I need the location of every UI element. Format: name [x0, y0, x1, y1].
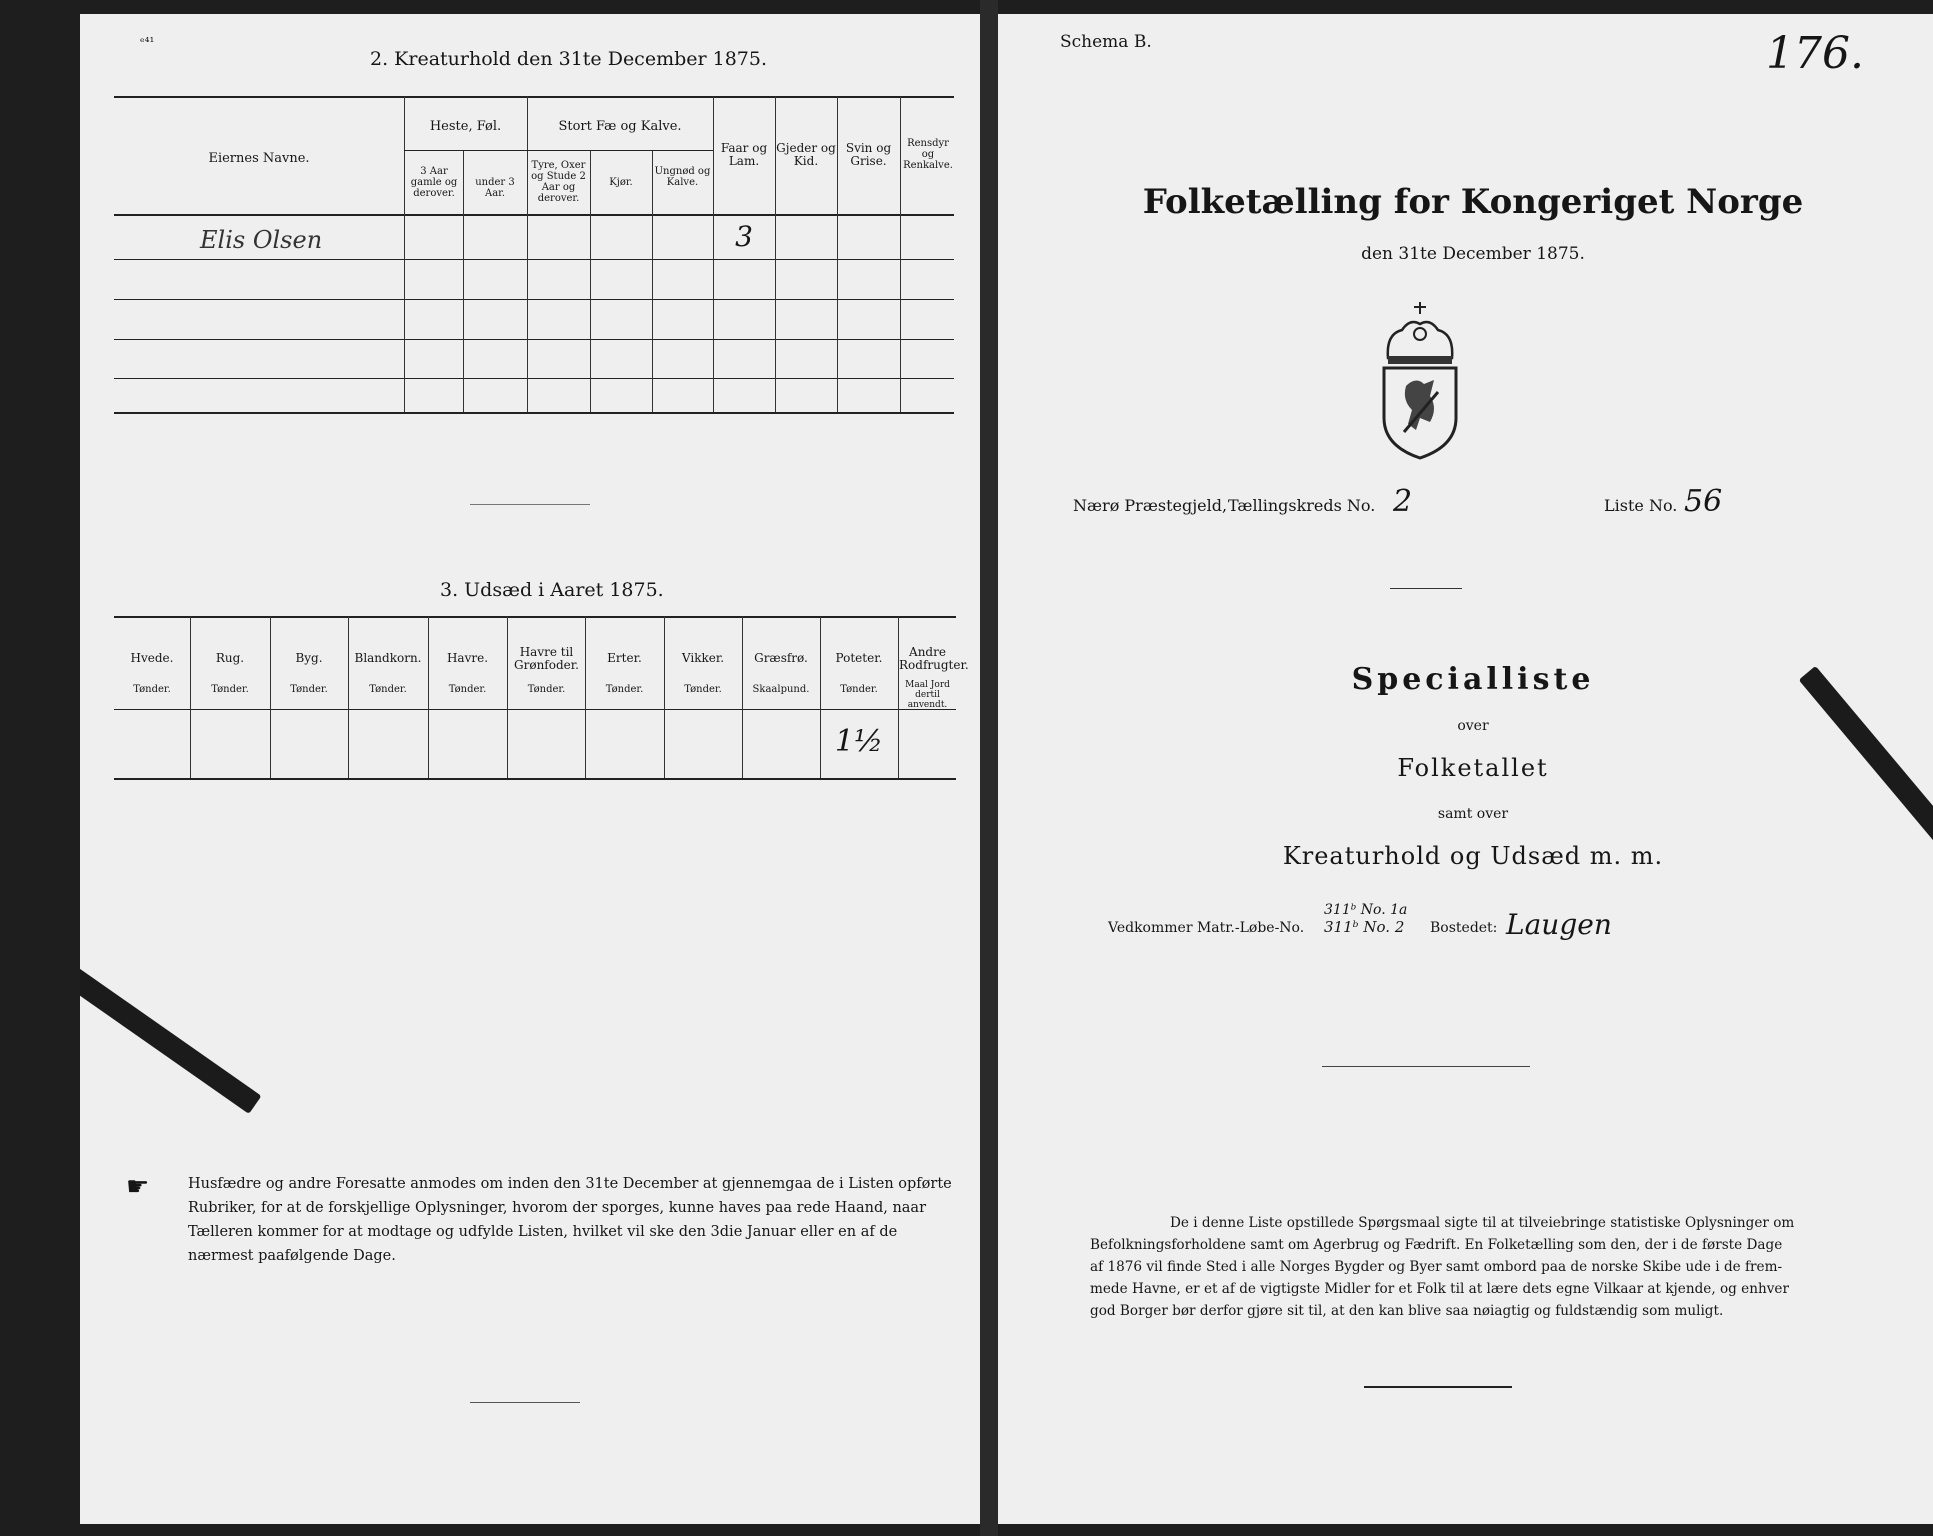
kreaturhold-heading: Kreaturhold og Udsæd m. m. [1282, 842, 1664, 870]
col-tyre: Tyre, Oxer og Stude 2 Aar og derover. [531, 160, 586, 204]
unit-poteter: Tønder. [840, 684, 878, 695]
unit-havre: Tønder. [448, 684, 487, 695]
list-label: Liste No. [1604, 496, 1678, 515]
binding-strip [80, 964, 262, 1114]
samt-over: samt over [1437, 806, 1509, 822]
col-rensdyr: Rensdyr og Renkalve. [903, 138, 953, 171]
bosted-value: Laugen [1506, 908, 1612, 941]
unit-rug: Tønder. [211, 684, 249, 695]
matr-value-2: 311ᵇ No. 2 [1324, 918, 1405, 936]
col-heste-3aar: 3 Aar gamle og derover. [410, 166, 458, 199]
col-vikker: Vikker. [681, 651, 725, 665]
paragraph-line: af 1876 vil finde Sted i alle Norges Bygder og Byer samt ombord paa de norske Skibe ude i de frem- [1090, 1259, 1783, 1275]
col-graesfro: Græsfrø. [754, 651, 808, 665]
unit-byg: Tønder. [290, 684, 328, 695]
folketallet: Folketallet [1397, 754, 1549, 782]
paragraph-line: Befolkningsforholdene samt om Agerbrug og Fædrift. En Folketælling som den, der i de første Dage [1090, 1237, 1783, 1253]
district-label: Tællingskreds No. [1228, 496, 1376, 515]
col-havre: Havre. [446, 651, 489, 665]
page-number: 176. [1766, 28, 1864, 79]
unit-vikker: Tønder. [684, 684, 722, 695]
col-ungnod: Ungnød og Kalve. [654, 166, 711, 188]
col-andre-rodfrugter: Andre Rodfrugter. [899, 645, 969, 672]
owner-name: Elis Olsen [200, 226, 323, 254]
pointing-hand-icon: ☛ [126, 1172, 150, 1202]
main-title: Folketælling for Kongeriget Norge [1142, 182, 1804, 222]
col-hvede: Hvede. [130, 651, 174, 665]
notice-line: Tælleren kommer for at modtage og udfylde Listen, hvilket vil ske den 3die Januar eller en af de [188, 1224, 898, 1240]
district-number: 2 [1393, 484, 1413, 519]
col-byg: Byg. [295, 651, 323, 665]
unit-hvede: Tønder. [133, 684, 171, 695]
unit-graesfro: Skaalpund. [752, 684, 810, 695]
paragraph-line: god Borger bør derfor gjøre sit til, at den kan blive saa nøiagtig og fuldstændig som muligt. [1090, 1303, 1724, 1319]
unit-erter: Tønder. [605, 684, 644, 695]
unit-havre-gronfoder: Tønder. [527, 684, 566, 695]
section2-title: 2. Kreaturhold den 31te December 1875. [370, 48, 768, 70]
col-gjeder: Gjeder og Kid. [776, 141, 836, 168]
notice-line: Husfædre og andre Foresatte anmodes om inden den 31te December at gjennemgaa de i Listen opførte [188, 1176, 952, 1192]
unit-andre: Maal Jord dertil anvendt. [905, 680, 950, 710]
col-kjor: Kjør. [609, 177, 633, 188]
group-heste: Heste, Føl. [429, 119, 502, 134]
notice-text [188, 1172, 968, 1268]
notice-line: nærmest paafølgende Dage. [188, 1248, 396, 1264]
list-number: 56 [1684, 484, 1723, 519]
paragraph-line: De i denne Liste opstillede Spørgsmaal sigte til at tilveiebringe statistiske Oplysninger om [1170, 1215, 1795, 1231]
col-svin: Svin og Grise. [845, 141, 892, 168]
col-erter: Erter. [607, 651, 642, 665]
col-heste-under3: under 3 Aar. [475, 177, 515, 199]
parish-label: Nærø Præstegjeld, [1073, 496, 1228, 515]
paragraph-line: mede Havne, er et af de vigtigste Midler for et Folk til at lære dets egne Vilkaar at kjende, og enhver [1090, 1281, 1789, 1297]
info-paragraph [1090, 1212, 1912, 1322]
section3-title: 3. Udsæd i Aaret 1875. [440, 579, 664, 601]
sheep-count: 3 [735, 220, 753, 253]
col-faar: Faar og Lam. [720, 141, 768, 168]
schema-label: Schema B. [1060, 32, 1152, 52]
col-poteter: Poteter. [835, 651, 883, 665]
matr-value-1: 311ᵇ No. 1a [1324, 902, 1408, 918]
unit-blandkorn: Tønder. [369, 684, 407, 695]
special-title: Specialliste [1351, 662, 1595, 697]
corner-mark: ᵉ⁴¹ [140, 35, 155, 49]
col-havre-gronfoder: Havre til Grønfoder. [514, 645, 579, 672]
bosted-label: Bostedet: [1430, 920, 1498, 936]
poteter-value: 1½ [834, 724, 884, 759]
coat-of-arms-icon [1376, 300, 1464, 462]
book-gutter [980, 0, 998, 1536]
group-storfe: Stort Fæ og Kalve. [558, 119, 682, 134]
right-page [998, 14, 1933, 1524]
matr-label: Vedkommer Matr.-Løbe-No. [1108, 920, 1305, 936]
col-rug: Rug. [215, 651, 245, 665]
col-blandkorn: Blandkorn. [354, 651, 422, 665]
left-page [80, 14, 980, 1524]
notice-line: Rubriker, for at de forskjellige Oplysninger, hvorom der sporges, kunne haves paa rede Haand, naar [188, 1200, 926, 1216]
over-text: over [1457, 718, 1489, 734]
owner-header: Eiernes Navne. [208, 151, 310, 166]
subtitle: den 31te December 1875. [1361, 244, 1585, 264]
